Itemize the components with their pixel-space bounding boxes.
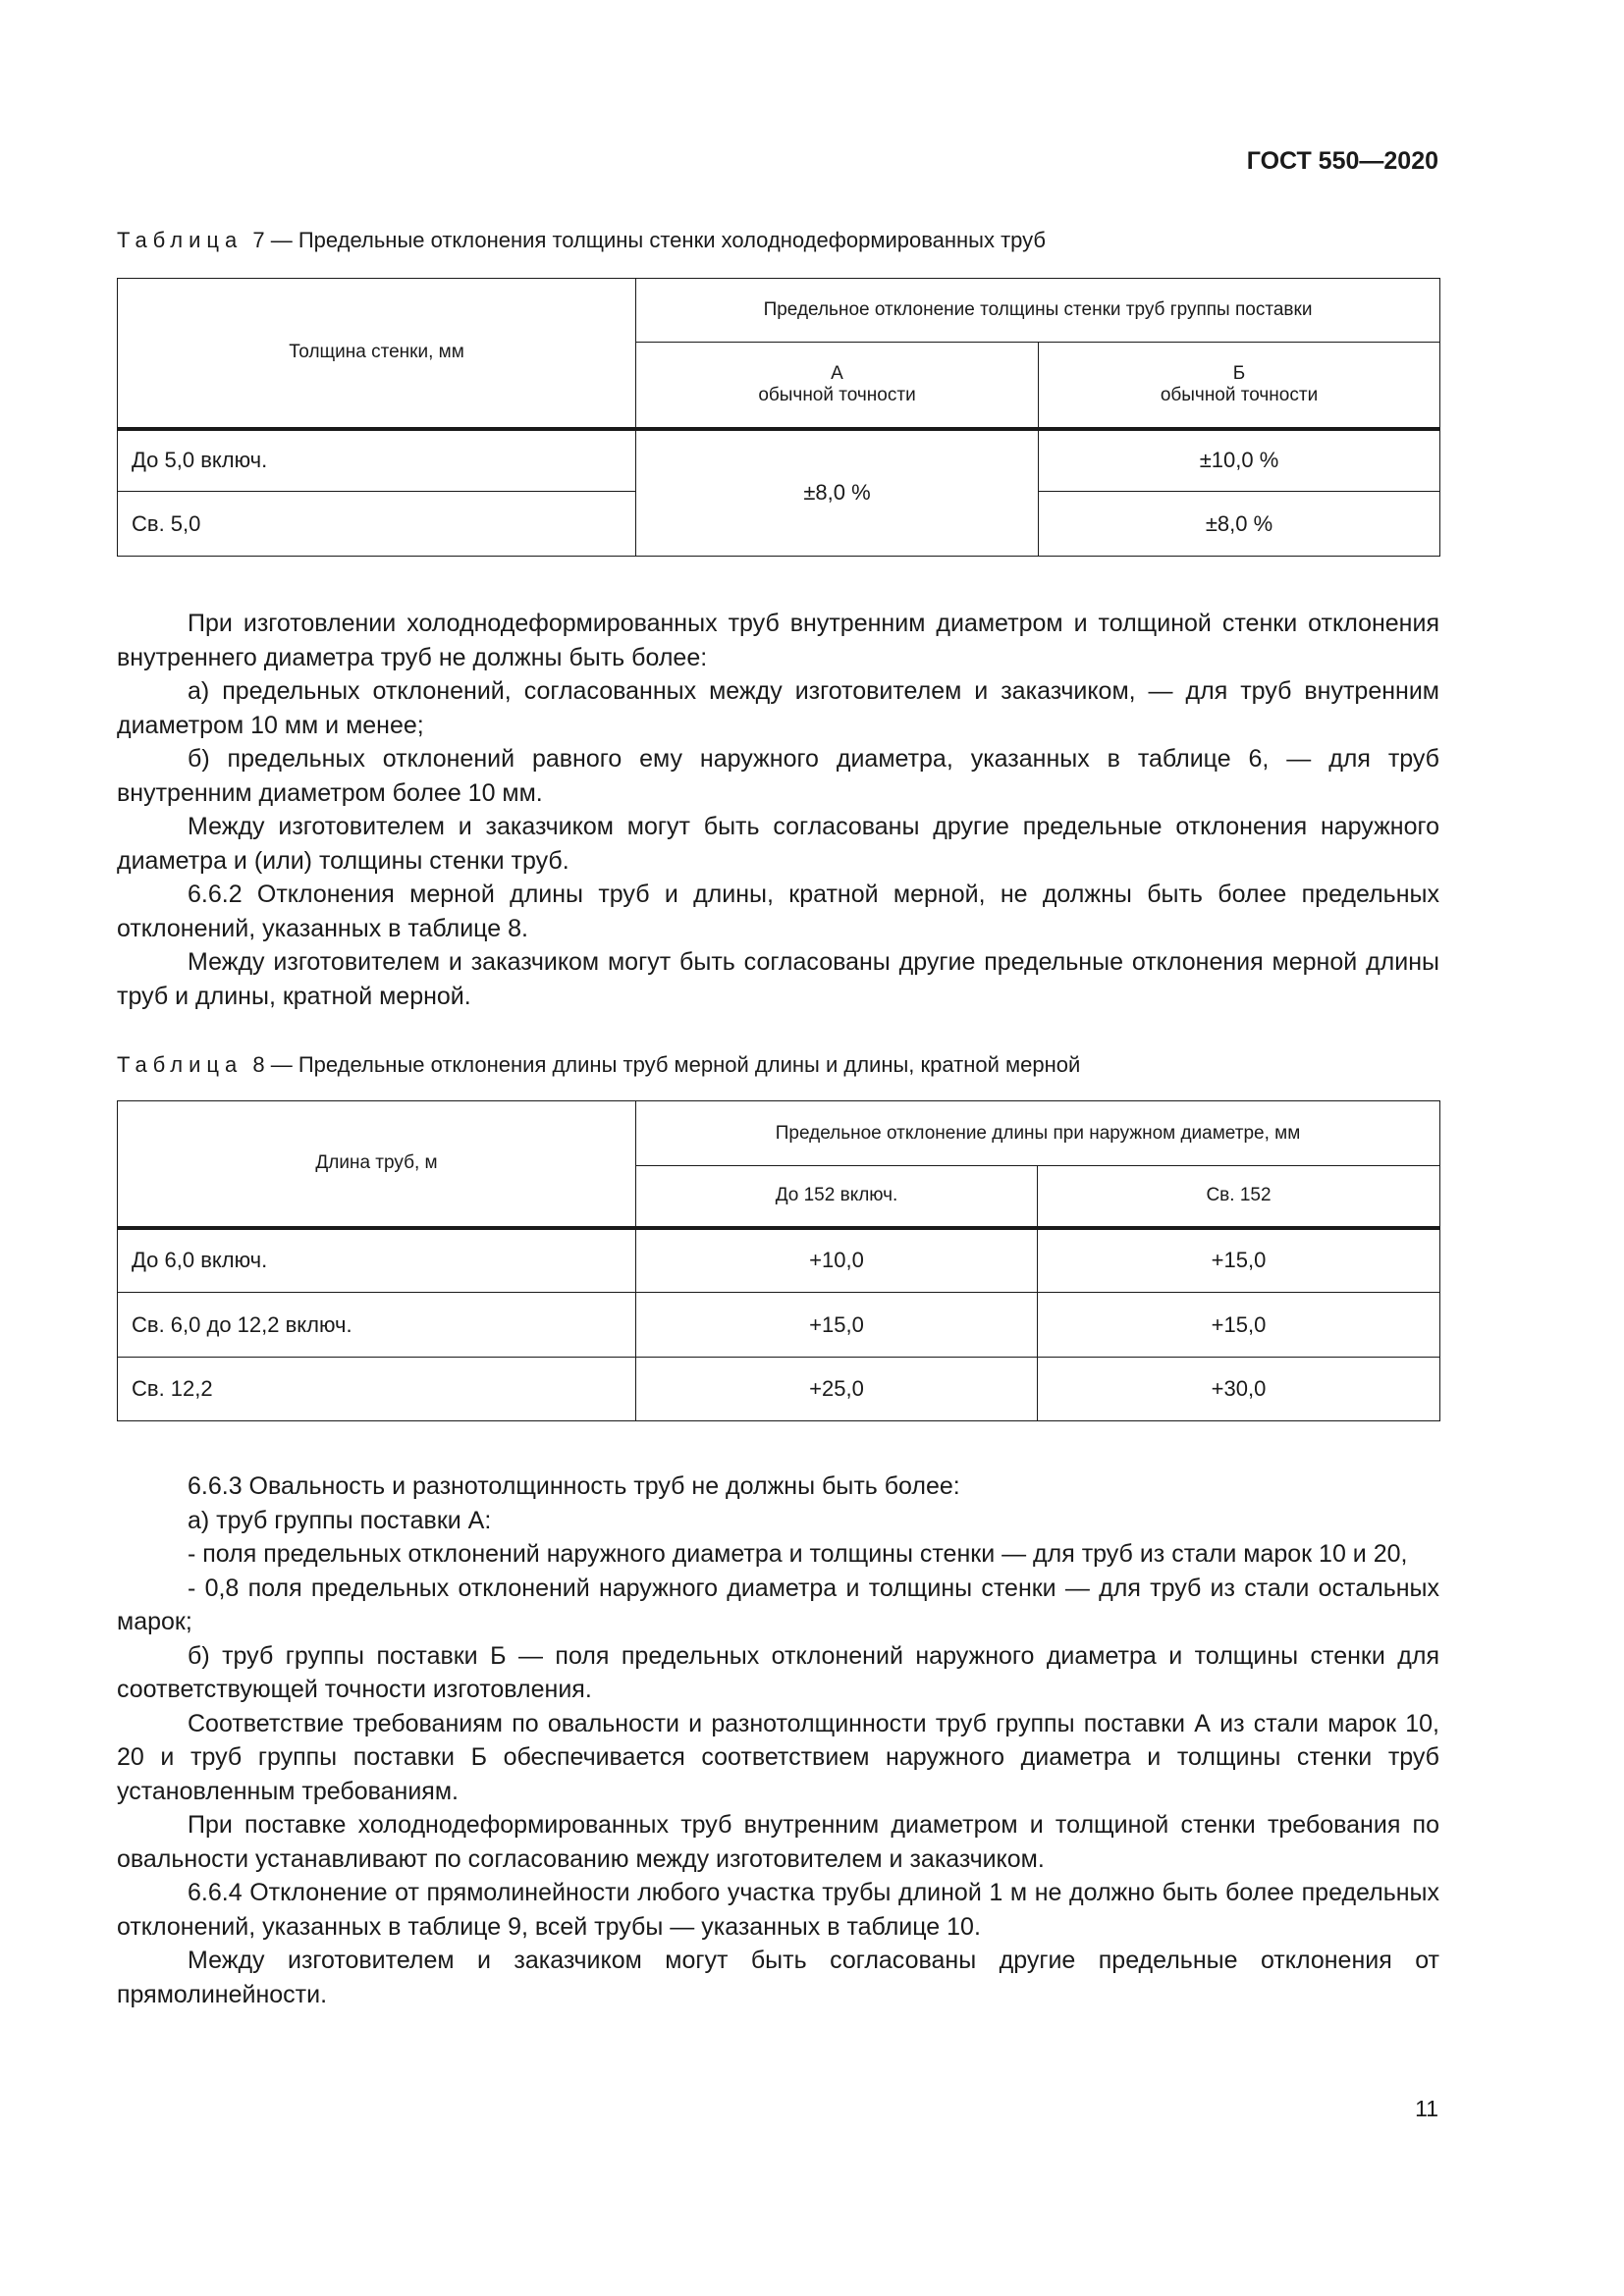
table-7-col-a-letter: А — [831, 362, 843, 384]
paragraph: - 0,8 поля предельных отклонений наружного диаметра и толщины стенки — для труб из стали остальных марок; — [117, 1574, 1439, 1635]
table-8-cell: +30,0 — [1038, 1358, 1440, 1421]
paragraph: При поставке холоднодеформированных труб внутренним диаметром и толщиной стенки требования по овальности устанавливают по согласованию между изготовителем и заказчиком. — [117, 1811, 1439, 1873]
table-8-col-over-152-header: Св. 152 — [1038, 1166, 1440, 1228]
table-7-col-thickness-header: Толщина стенки, мм — [118, 279, 636, 429]
table-7-cell-b: ±8,0 % — [1039, 492, 1440, 557]
table-7-caption-prefix: Таблица — [117, 228, 244, 252]
paragraph: Между изготовителем и заказчиком могут быть согласованы другие предельные отклонения наружного диаметра и (или) толщины стенки труб. — [117, 813, 1439, 875]
table-8-caption-prefix: Таблица — [117, 1052, 244, 1077]
page-number: 11 — [1415, 2096, 1438, 2121]
table-8-cell: +10,0 — [636, 1228, 1038, 1293]
table-8-caption-text: 8 — Предельные отклонения длины труб мерной длины и длины, кратной мерной — [252, 1052, 1081, 1077]
paragraph: б) предельных отклонений равного ему наружного диаметра, указанных в таблице 6, — для труб внутренним диаметром более 10 мм. — [117, 745, 1439, 807]
table-7-cell-b: ±10,0 % — [1039, 429, 1440, 492]
table-8-col-length-header: Длина труб, м — [118, 1101, 636, 1228]
paragraph: Между изготовителем и заказчиком могут быть согласованы другие предельные отклонения от прямолинейности. — [117, 1947, 1439, 2008]
paragraph: - поля предельных отклонений наружного диаметра и толщины стенки — для труб из стали марок 10 и 20, — [188, 1540, 1408, 1568]
table-7-col-b-accuracy: обычной точности — [1160, 384, 1319, 405]
table-8-row-label: Св. 12,2 — [118, 1358, 636, 1421]
table-7-caption-text: 7 — Предельные отклонения толщины стенки холоднодеформированных труб — [252, 228, 1047, 252]
table-7-caption — [117, 228, 1046, 253]
paragraph: 6.6.3 Овальность и разнотолщинность труб не должны быть более: — [188, 1472, 960, 1500]
body-text-section-2 — [117, 1469, 1439, 2011]
table-7 — [117, 278, 1440, 557]
table-8-row-label: Св. 6,0 до 12,2 включ. — [118, 1293, 636, 1358]
table-8-cell: +15,0 — [1038, 1293, 1440, 1358]
table-7-row-label: До 5,0 включ. — [118, 429, 636, 492]
paragraph: Соответствие требованиям по овальности и разнотолщинности труб группы поставки А из стали марок 10, 20 и труб группы поставки Б обеспечивается соответствием наружного диаметра и толщины стенки труб установленным требованиям. — [117, 1709, 1439, 1805]
table-8-group-header: Предельное отклонение длины при наружном диаметре, мм — [636, 1101, 1440, 1166]
table-row — [118, 1228, 1440, 1293]
document-id: ГОСТ 550—2020 — [1246, 147, 1438, 175]
table-7-col-a-header — [636, 343, 1039, 429]
paragraph: б) труб группы поставки Б — поля предельных отклонений наружного диаметра и толщины стенки для соответствующей точности изготовления. — [117, 1641, 1439, 1703]
table-row — [118, 1358, 1440, 1421]
table-7-col-b-letter: Б — [1232, 362, 1246, 384]
table-8-cell: +15,0 — [636, 1293, 1038, 1358]
table-8-cell: +15,0 — [1038, 1228, 1440, 1293]
table-8-cell: +25,0 — [636, 1358, 1038, 1421]
table-7-col-a-accuracy: обычной точности — [758, 384, 916, 405]
table-8-row-label: До 6,0 включ. — [118, 1228, 636, 1293]
table-row — [118, 1293, 1440, 1358]
table-8-col-up-to-152-header: До 152 включ. — [636, 1166, 1038, 1228]
paragraph: а) труб группы поставки А: — [188, 1506, 492, 1534]
table-7-col-b-header — [1039, 343, 1440, 429]
table-7-row-label: Св. 5,0 — [118, 492, 636, 557]
table-8-caption — [117, 1052, 1080, 1078]
paragraph: При изготовлении холоднодеформированных труб внутренним диаметром и толщиной стенки отклонения внутреннего диаметра труб не должны быть более: — [117, 610, 1439, 671]
table-8 — [117, 1100, 1440, 1421]
paragraph: а) предельных отклонений, согласованных между изготовителем и заказчиком, — для труб внутренним диаметром 10 мм и менее; — [117, 677, 1439, 739]
body-text-section-1 — [117, 607, 1439, 1013]
paragraph: Между изготовителем и заказчиком могут быть согласованы другие предельные отклонения мерной длины труб и длины, кратной мерной. — [117, 948, 1439, 1010]
table-row — [118, 429, 1440, 492]
table-7-cell-a-merged: ±8,0 % — [636, 429, 1039, 557]
table-7-group-header: Предельное отклонение толщины стенки труб группы поставки — [636, 279, 1440, 343]
paragraph: 6.6.4 Отклонение от прямолинейности любого участка трубы длиной 1 м не должно быть более предельных отклонений, указанных в таблице 9, всей трубы — указанных в таблице 10. — [117, 1879, 1439, 1941]
paragraph: 6.6.2 Отклонения мерной длины труб и длины, кратной мерной, не должны быть более предельных отклонений, указанных в таблице 8. — [117, 881, 1439, 942]
